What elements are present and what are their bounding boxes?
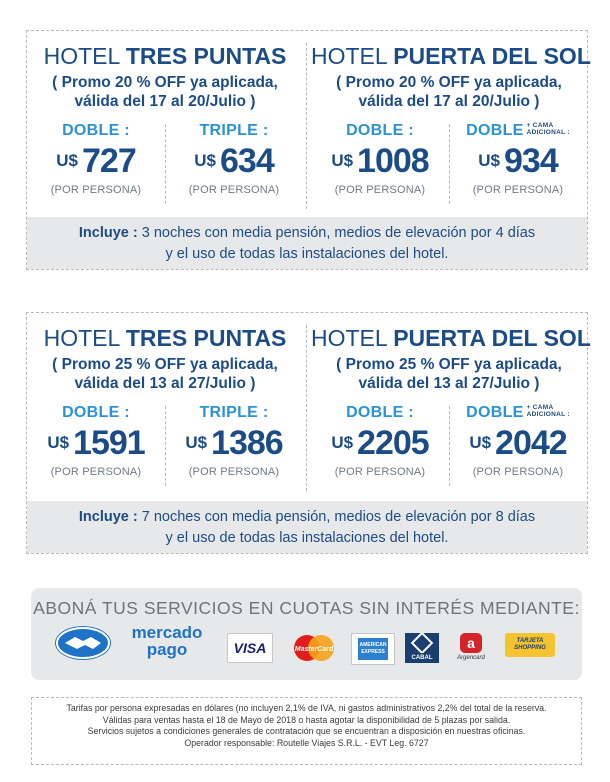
promo-note-line-1: ( Promo 25 % OFF ya aplicada, — [52, 356, 278, 373]
room-title — [449, 122, 587, 140]
cabal-text: CABAL — [411, 655, 433, 661]
promo-box-1 — [26, 30, 591, 270]
currency: U$ — [469, 433, 492, 452]
argencard-text: Argencard — [457, 655, 485, 661]
tarjeta-line-1: TARJETA — [516, 638, 544, 644]
mercadopago-line-1: mercado — [131, 623, 203, 642]
price-amount: 727 — [82, 142, 136, 180]
room-title: DOBLE : — [62, 404, 130, 421]
hotel-card-puerta-del-sol — [311, 31, 591, 212]
per-person-label: (POR PERSONA) — [472, 184, 564, 196]
includes-label: Incluye : — [78, 225, 138, 241]
room-triple — [165, 404, 303, 478]
currency: U$ — [331, 151, 354, 170]
room-triple — [165, 122, 303, 196]
currency: U$ — [478, 151, 500, 170]
hotel-title: TRES PUNTAS — [125, 325, 287, 351]
room-title: DOBLE : — [346, 122, 414, 139]
room-price — [165, 143, 303, 179]
extra-bed-line-2: ADICIONAL : — [526, 411, 570, 418]
mercadopago-line-2: pago — [146, 640, 188, 659]
hotel-divider — [306, 43, 307, 209]
includes-band — [27, 501, 587, 553]
hotel-name — [311, 43, 591, 70]
room-title: DOBLE : — [62, 122, 130, 139]
terms-line-1: Tarifas por persona expresadas en dólares (no incluyen 2,1% de IVA, ni gastos administrativos 2,2% del total de la reserva. — [66, 703, 547, 713]
includes-band — [27, 217, 587, 269]
hotel-card-puerta-del-sol — [311, 313, 591, 494]
includes-text: 7 noches con media pensión, medios de elevación por 8 días — [141, 509, 536, 525]
room-price — [311, 143, 449, 179]
room-doble — [311, 404, 449, 478]
argencard-logo — [451, 633, 491, 667]
promo-box-2 — [26, 312, 591, 554]
room-prices — [27, 404, 303, 494]
room-title — [449, 404, 587, 422]
per-person-label: (POR PERSONA) — [50, 184, 142, 196]
hotel-name — [311, 325, 591, 352]
amex-line-1: AMERICAN — [359, 642, 387, 648]
room-price — [449, 143, 587, 179]
promo-note-line-2: válida del 13 al 27/Julio ) — [358, 375, 540, 392]
mastercard-text: MasterCard — [294, 646, 334, 653]
room-prices — [311, 404, 587, 494]
price-amount: 2042 — [495, 424, 567, 462]
promo-note-line-1: ( Promo 25 % OFF ya aplicada, — [336, 356, 562, 373]
currency: U$ — [185, 433, 208, 452]
cabal-icon — [405, 633, 439, 653]
price-amount: 634 — [220, 142, 274, 180]
mastercard-logo — [289, 633, 339, 663]
hotel-card-tres-puntas — [27, 31, 303, 212]
room-doble-cama-adicional — [449, 404, 587, 478]
hotels-row — [27, 31, 591, 215]
promo-note — [311, 73, 587, 111]
tarjeta-shopping-logo — [505, 633, 555, 657]
room-title-text: DOBLE — [466, 122, 524, 139]
promo-note-line-2: válida del 17 al 20/Julio ) — [358, 93, 540, 110]
hotel-title: TRES PUNTAS — [125, 43, 287, 69]
promo-note — [27, 73, 303, 111]
currency: U$ — [194, 151, 216, 170]
hotel-title: PUERTA DEL SOL — [393, 325, 591, 351]
price-amount: 1591 — [73, 424, 145, 462]
promo-note-line-1: ( Promo 20 % OFF ya aplicada, — [336, 74, 562, 91]
extra-bed-line-1: + CAMA — [526, 122, 554, 129]
room-title: TRIPLE : — [199, 122, 269, 139]
room-doble-cama-adicional — [449, 122, 587, 196]
amex-logo — [351, 633, 395, 665]
promo-note — [311, 355, 587, 393]
room-title: TRIPLE : — [199, 404, 269, 421]
room-prices — [27, 122, 303, 212]
room-price — [449, 425, 587, 461]
per-person-label: (POR PERSONA) — [334, 184, 426, 196]
includes-text: 3 noches con media pensión, medios de elevación por 4 días — [141, 225, 536, 241]
amex-line-2: EXPRESS — [361, 649, 385, 655]
includes-line-2: y el uso de todas las instalaciones del hotel. — [165, 246, 449, 262]
currency: U$ — [56, 151, 78, 170]
per-person-label: (POR PERSONA) — [188, 184, 280, 196]
hotel-prefix: HOTEL — [43, 43, 120, 69]
hotel-prefix: HOTEL — [311, 43, 387, 69]
price-amount: 2205 — [357, 424, 429, 462]
per-person-label: (POR PERSONA) — [188, 466, 280, 478]
room-price — [165, 425, 303, 461]
hotel-prefix: HOTEL — [311, 325, 387, 351]
hotel-name — [27, 43, 303, 70]
terms-line-3: Servicios sujetos a condiciones generales de contratación que se encuentran a disposición en nuestras oficinas. — [87, 726, 526, 736]
extra-bed-note — [527, 122, 570, 136]
payment-title: ABONÁ TUS SERVICIOS EN CUOTAS SIN INTERÉS MEDIANTE: — [33, 598, 580, 618]
room-doble — [27, 122, 165, 196]
room-price — [27, 143, 165, 179]
hotel-divider — [306, 325, 307, 491]
price-amount: 1386 — [211, 424, 283, 462]
room-price — [311, 425, 449, 461]
tarjeta-line-2: SHOPPING — [514, 645, 546, 651]
includes-line-1 — [27, 223, 587, 244]
per-person-label: (POR PERSONA) — [334, 466, 426, 478]
promo-note-line-2: válida del 17 al 20/Julio ) — [74, 93, 256, 110]
argencard-icon: a — [460, 633, 482, 653]
extra-bed-line-1: + CAMA — [526, 404, 554, 411]
room-price — [27, 425, 165, 461]
per-person-label: (POR PERSONA) — [50, 466, 142, 478]
currency: U$ — [331, 433, 354, 452]
room-doble — [27, 404, 165, 478]
payment-methods-panel — [31, 588, 582, 680]
amex-mark — [358, 638, 388, 660]
mercadopago-wordmark — [117, 624, 217, 658]
hotel-title: PUERTA DEL SOL — [393, 43, 591, 69]
room-title: DOBLE : — [346, 404, 414, 421]
hotel-prefix: HOTEL — [43, 325, 120, 351]
price-amount: 934 — [504, 142, 558, 180]
terms-line-4: Operador responsable: Routelle Viajes S.R.L. - EVT Leg. 6727 — [184, 737, 429, 748]
room-prices — [311, 122, 587, 212]
extra-bed-line-2: ADICIONAL : — [526, 129, 570, 136]
room-title-text: DOBLE — [466, 404, 524, 421]
mastercard-icon — [289, 633, 339, 663]
room-doble — [311, 122, 449, 196]
promo-note — [27, 355, 303, 393]
promo-note-line-1: ( Promo 20 % OFF ya aplicada, — [52, 74, 278, 91]
cabal-logo — [405, 633, 439, 663]
includes-label: Incluye : — [78, 509, 138, 525]
extra-bed-note — [527, 404, 570, 418]
promo-note-line-2: válida del 13 al 27/Julio ) — [74, 375, 256, 392]
handshake-icon — [55, 626, 111, 660]
terms-line-2: Válidas para ventas hasta el 18 de Mayo de 2018 o hasta agotar la disponibilidad de 5 plazas por salida. — [102, 714, 511, 725]
price-amount: 1008 — [357, 142, 429, 180]
includes-line-1 — [27, 507, 587, 528]
per-person-label: (POR PERSONA) — [472, 466, 564, 478]
hotels-row — [27, 313, 591, 497]
visa-logo: VISA — [227, 633, 273, 663]
hotel-name — [27, 325, 303, 352]
includes-line-2: y el uso de todas las instalaciones del hotel. — [165, 530, 449, 546]
currency: U$ — [47, 433, 70, 452]
hotel-card-tres-puntas — [27, 313, 303, 494]
terms-box — [31, 697, 582, 765]
